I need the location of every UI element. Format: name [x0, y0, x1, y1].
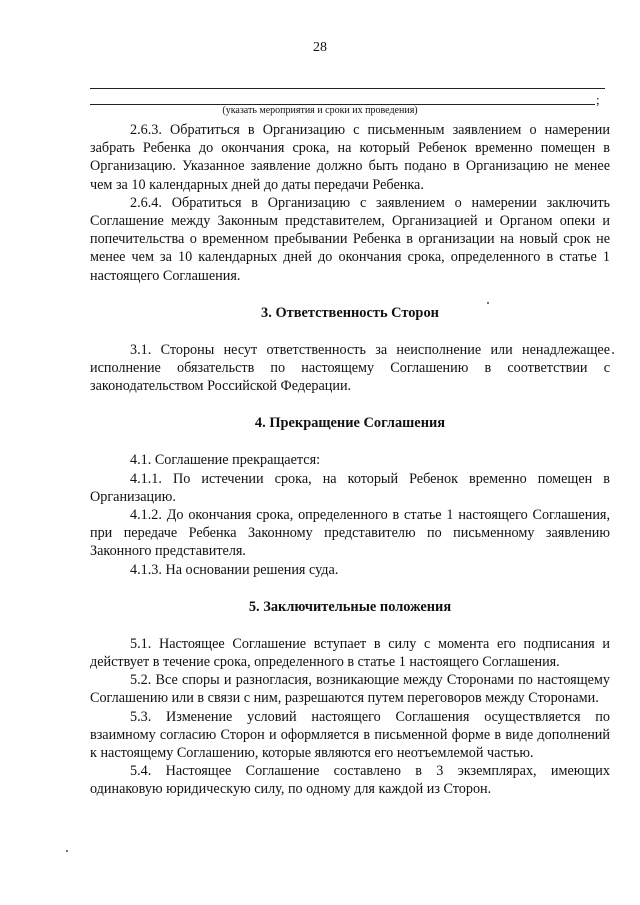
scan-speck	[66, 850, 68, 852]
clause-5-3: 5.3. Изменение условий настоящего Соглашения осуществляется по взаимному согласию Сторон и оформляется в письменной форме в виде дополнений к настоящему Соглашению, которые являются его неотъемлемой частью.	[90, 708, 610, 762]
clause-4-1-1: 4.1.1. По истечении срока, на который Ребенок временно помещен в Организацию.	[90, 470, 610, 505]
scan-speck	[612, 352, 614, 354]
clause-4-1-3: 4.1.3. На основании решения суда.	[130, 561, 339, 578]
section-4-title: 4. Прекращение Соглашения	[254, 415, 446, 432]
scan-speck	[487, 302, 489, 304]
blank-caption: (указать мероприятия и сроки их проведения)	[222, 105, 418, 116]
clause-4-1: 4.1. Соглашение прекращается:	[130, 452, 321, 469]
section-5-title: 5. Заключительные положения	[248, 598, 452, 615]
page-number: 28	[313, 40, 327, 55]
clause-5-4: 5.4. Настоящее Соглашение составлено в 3 экземплярах, имеющих одинаковую юридическую силу, по одному для каждой из Сторон.	[90, 763, 610, 798]
clause-5-2: 5.2. Все споры и разногласия, возникающие между Сторонами по настоящему Соглашению или в связи с ним, разрешаются путем переговоров между Сторонами.	[90, 672, 610, 707]
document-body	[90, 121, 610, 799]
clause-3-1: 3.1. Стороны несут ответственность за неисполнение или ненадлежащее исполнение обязательств по настоящему Соглашению в соответствии с законодательством Российской Федерации.	[90, 341, 610, 395]
clause-4-1-2: 4.1.2. До окончания срока, определенного в статье 1 настоящего Соглашения, при передаче Ребенка Законному представителю по письменному заявлению Законного представителя.	[90, 507, 610, 560]
clause-5-1: 5.1. Настоящее Соглашение вступает в силу с момента его подписания и действует в течение срока, определенного в статье 1 настоящего Соглашения.	[90, 635, 610, 671]
clause-2-6-3: 2.6.3. Обратиться в Организацию с письменным заявлением о намерении забрать Ребенка до окончания срока, на который Ребенок временно помещен в Организацию. Указанное заявление должно быть подано в Организацию не менее чем за 10 календарных дней до даты передачи Ребенка.	[90, 122, 610, 193]
blank-line-1	[90, 88, 605, 89]
section-3-title: 3. Ответственность Сторон	[261, 304, 439, 321]
blank-end-mark: ;	[596, 92, 600, 107]
clause-2-6-4: 2.6.4. Обратиться в Организацию с заявлением о намерении заключить Соглашение между Законным представителем, Организацией и Органом опеки и попечительства о временном пребывании Ребенка в организации на новый срок не менее чем за 10 календарных дней до окончания срока, определенного в статье 1 настоящего Соглашения.	[90, 194, 610, 284]
